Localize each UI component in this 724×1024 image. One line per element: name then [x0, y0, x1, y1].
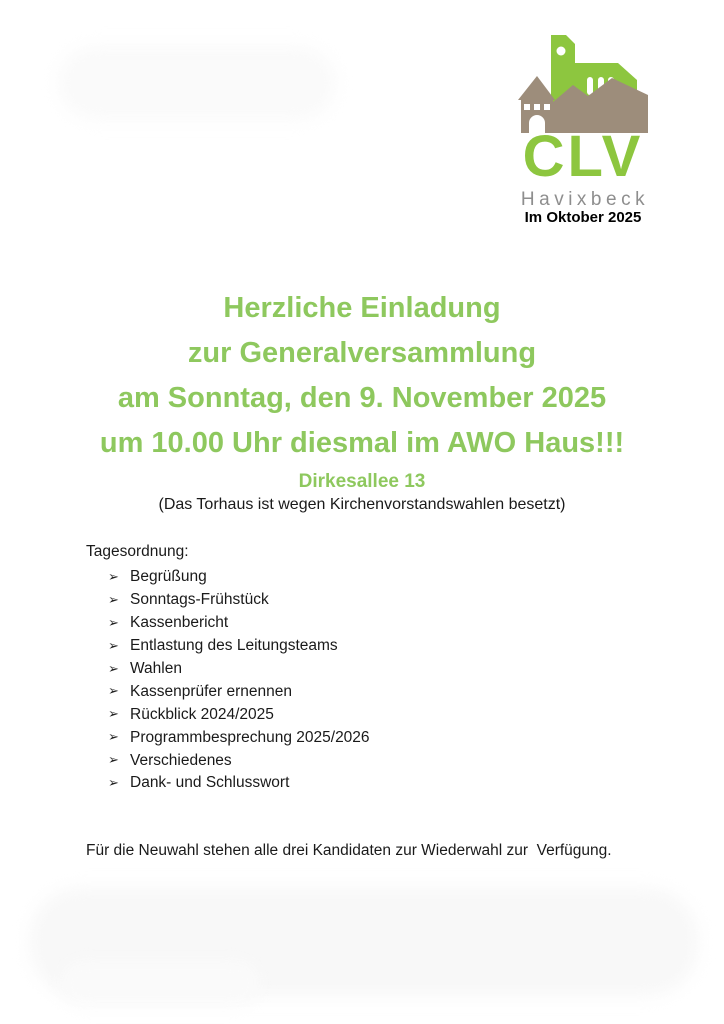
agenda-item: [108, 658, 370, 681]
arrow-bullet-icon: ➢: [108, 753, 119, 769]
arrow-bullet-icon: ➢: [108, 684, 119, 700]
arrow-bullet-icon: ➢: [108, 569, 119, 585]
arrow-bullet-icon: ➢: [108, 592, 119, 608]
blurred-region-top-left: [58, 46, 336, 120]
headline-line-3: am Sonntag, den 9. November 2025: [117, 382, 607, 414]
agenda-item-label: Rückblick 2024/2025: [130, 705, 274, 723]
agenda-heading: Tagesordnung:: [86, 543, 189, 560]
invitation-headline: [0, 286, 724, 466]
agenda-item: [108, 589, 370, 612]
arrow-bullet-icon: ➢: [108, 707, 119, 723]
logo-acronym: CLV: [522, 124, 644, 189]
agenda-item-label: Begrüßung: [130, 568, 207, 586]
agenda-item-label: Kassenprüfer ernennen: [130, 682, 293, 700]
closing-note: Für die Neuwahl stehen alle drei Kandidaten zur Wiederwahl zur Verfügung.: [86, 842, 612, 859]
venue-note: (Das Torhaus ist wegen Kirchenvorstandswahlen besetzt): [158, 496, 566, 513]
headline-line-1: Herzliche Einladung: [223, 292, 501, 324]
arrow-bullet-icon: ➢: [108, 775, 119, 791]
agenda-item: [108, 612, 370, 635]
agenda-item: [108, 726, 370, 749]
arrow-bullet-icon: ➢: [108, 638, 119, 654]
agenda-item: [108, 566, 370, 589]
headline-line-2: zur Generalversammlung: [187, 337, 537, 369]
agenda-item-label: Verschiedenes: [130, 751, 232, 769]
agenda-item-label: Entlastung des Leitungsteams: [130, 637, 338, 655]
agenda-item: [108, 772, 370, 795]
agenda-item: [108, 635, 370, 658]
agenda-item: [108, 680, 370, 703]
agenda-item-label: Programmbesprechung 2025/2026: [130, 728, 370, 746]
agenda-item-label: Kassenbericht: [130, 614, 229, 632]
agenda-item-label: Sonntags-Frühstück: [130, 591, 269, 609]
church-and-village-icon: [517, 33, 651, 133]
agenda-item: [108, 749, 370, 772]
issue-date: Im Oktober 2025: [524, 209, 642, 226]
arrow-bullet-icon: ➢: [108, 730, 119, 746]
agenda-item-label: Dank- und Schlusswort: [130, 774, 290, 792]
agenda-item-label: Wahlen: [130, 660, 182, 677]
agenda-list: [108, 566, 370, 795]
agenda-item: [108, 703, 370, 726]
logo-location: Havixbeck: [520, 189, 650, 210]
arrow-bullet-icon: ➢: [108, 661, 119, 677]
arrow-bullet-icon: ➢: [108, 615, 119, 631]
venue-address: Dirkesallee 13: [298, 471, 426, 492]
headline-line-4: um 10.00 Uhr diesmal im AWO Haus!!!: [99, 427, 625, 459]
blurred-region-bottom-left: [60, 960, 260, 1006]
